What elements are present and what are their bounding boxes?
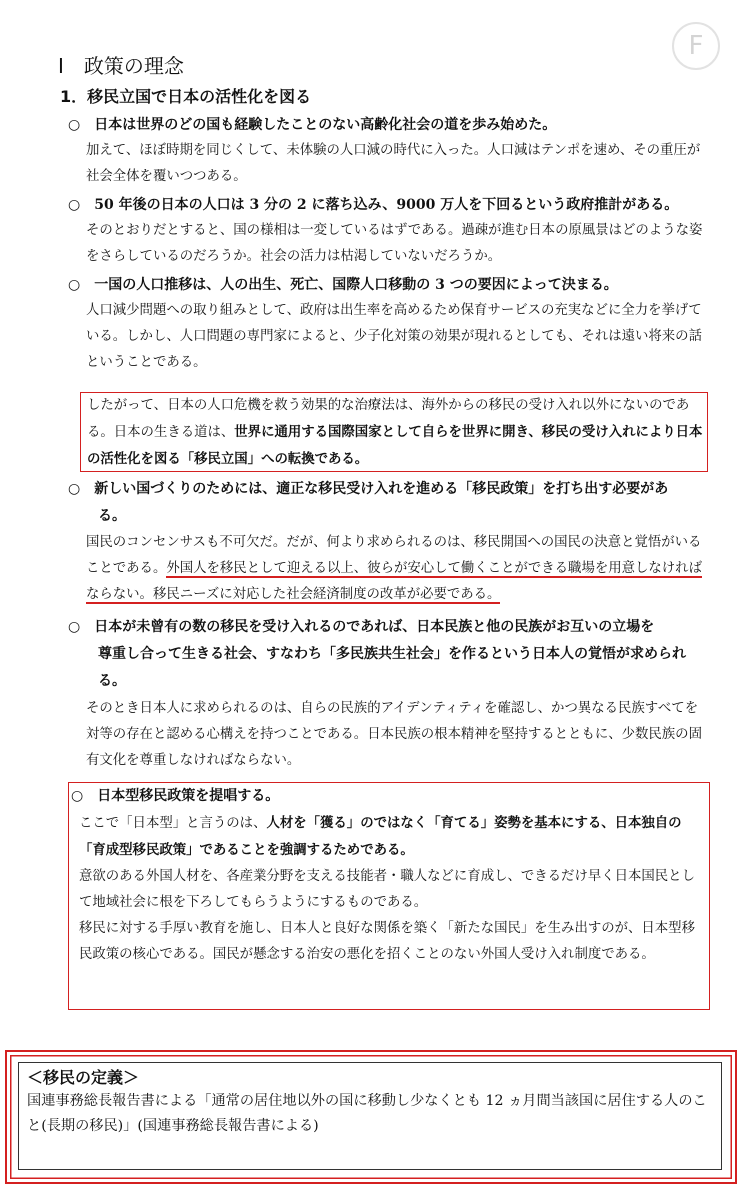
final-paragraph-2: 意欲のある外国人材を、各産業分野を支える技能者・職人などに育成し、できるだけ早く日本国民として地域社会に根を下ろしてもらうようにするものである。 bbox=[79, 869, 695, 910]
boxed-plain-text: したがって、日本の人口危機を救う効果的な治療法は、海外からの移民の受け入れ以外にないのである。日本の生きる道は、 bbox=[87, 398, 690, 440]
bullet-line-1: ○ 新しい国づくりのためには、適正な移民受け入れを進める「移民政策」を打ち出す必要があ bbox=[68, 481, 669, 497]
final-p1-plain: ここで「日本型」と言うのは、 bbox=[79, 816, 267, 831]
watermark-logo: F bbox=[672, 22, 720, 70]
definition-title: ＜移民の定義＞ bbox=[27, 1068, 140, 1087]
final-p1-bold: 人材を「獲る」のではなく「育てる」姿勢を基本にする、日本独自の「育成型移民政策」であることを強調するためである。 bbox=[79, 815, 682, 858]
bullet-population-estimate: ○ 50 年後の日本の人口は 3 分の 2 に落ち込み、9000 万人を下回るという政府推計がある。 bbox=[68, 197, 679, 213]
bullet-multiethnic-society bbox=[68, 614, 708, 695]
definition-box bbox=[18, 1062, 722, 1170]
bullet-immigration-policy bbox=[68, 476, 708, 530]
subsection-heading: 1．移民立国で日本の活性化を図る bbox=[60, 87, 312, 106]
final-paragraph-3: 移民に対する手厚い教育を施し、日本人と良好な関係を築く「新たな国民」を生み出すのが、日本型移民政策の核心である。国民が懸念する治安の悪化を招くことのない外国人受け入れ制度である。 bbox=[79, 921, 695, 962]
bullet-japanese-policy: ○ 日本型移民政策を提唱する。 bbox=[71, 788, 280, 804]
bullet-line-2: 尊重し合って生きる社会、すなわち「多民族共生社会」を作るという日本人の覚悟が求められ bbox=[98, 646, 686, 662]
bullet-line-2: る。 bbox=[98, 508, 126, 524]
definition-body: 国連事務総長報告書による「通常の居住地以外の国に移動し少なくとも 12 ヵ月間当該国に居住する人のこと(長期の移民)」(国連事務総長報告書による) bbox=[27, 1093, 707, 1134]
highlight-box-immigration-nation bbox=[80, 392, 708, 472]
boxed-text bbox=[81, 393, 707, 473]
body-workplace-reform bbox=[86, 530, 706, 608]
body-birthrate-policy: 人口減少問題への取り組みとして、政府は出生率を高めるため保育サービスの充実などに全力を挙げている。しかし、人口問題の専門家によると、少子化対策の効果が現れるとしても、それは遠い将来の話ということである。 bbox=[86, 303, 702, 370]
body-ethnic-identity: そのとき日本人に求められるのは、自らの民族的アイデンティティを確認し、かつ異なる民族すべてを対等の存在と認める心構えを持つことである。日本民族の根本精神を堅持するとともに、少数民族の固有文化を尊重しなければならない。 bbox=[86, 701, 702, 768]
section-heading: Ⅰ 政策の理念 bbox=[58, 54, 184, 78]
boxed-bold-text: 世界に通用する国際国家として自らを世界に開き、移民の受け入れにより日本の活性化を図る「移民立国」への転換である。 bbox=[87, 424, 703, 467]
final-paragraph-1 bbox=[69, 810, 709, 864]
bullet-aging-society: ○ 日本は世界のどの国も経験したことのない高齢化社会の道を歩み始めた。 bbox=[68, 117, 557, 133]
body-plain: 国民のコンセンサスも不可欠だ。だが、何より求められるのは、移民開国への国民の決意と覚悟がいることである。 bbox=[86, 535, 702, 576]
highlight-box-japanese-policy bbox=[68, 782, 710, 1010]
bullet-line-3: る。 bbox=[98, 673, 126, 689]
underlined-text: 外国人を移民として迎える以上、彼らが安心して働くことができる職場を用意しなければならない。移民ニーズに対応した社会経済制度の改革が必要である。 bbox=[86, 561, 702, 602]
body-population-decline: 加えて、ほぼ時期を同じくして、未体験の人口減の時代に入った。人口減はテンポを速め、その重圧が社会全体を覆いつつある。 bbox=[86, 143, 701, 184]
bullet-line-1: ○ 日本が未曾有の数の移民を受け入れるのであれば、日本民族と他の民族がお互いの立場を bbox=[68, 619, 655, 635]
body-national-landscape: そのとおりだとすると、国の様相は一変しているはずである。過疎が進む日本の原風景はどのような姿をさらしているのだろうか。社会の活力は枯渇していないだろうか。 bbox=[86, 223, 703, 264]
bullet-population-factors: ○ 一国の人口推移は、人の出生、死亡、国際人口移動の 3 つの要因によって決まる。 bbox=[68, 277, 618, 293]
